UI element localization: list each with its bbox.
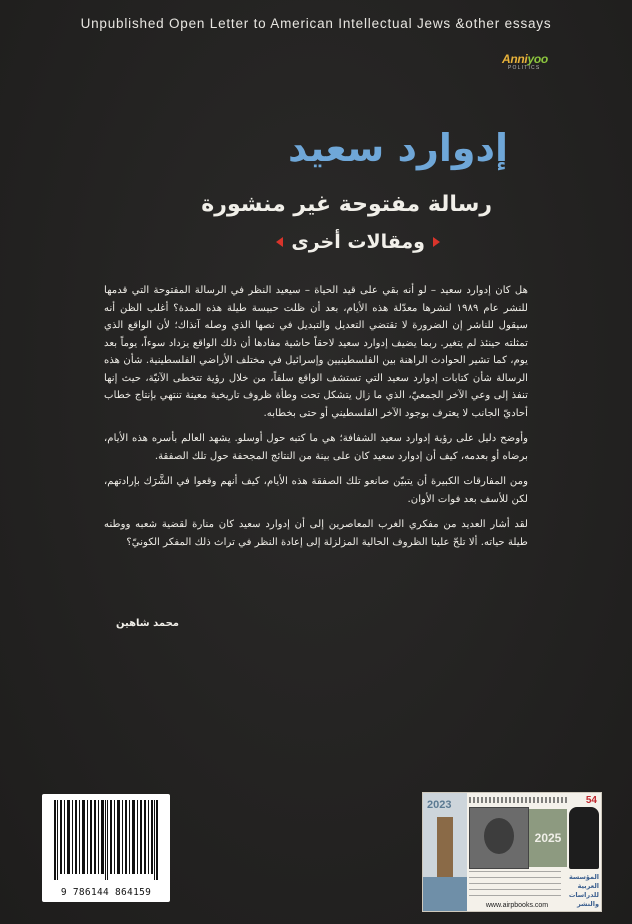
book-subtitle: رسالة مفتوحة غير منشورة — [201, 192, 492, 217]
publisher-logo-subtext: POLITICS — [508, 65, 541, 71]
blurb-paragraph: ومن المفارقات الكبيرة أن يتبيّن صانعو تلك الصفقة هذه الأيام، كيف أنهم وقعوا في الشَّرَك بإرادتهم، لكن للأسف بعد فوات الأوان. — [104, 476, 528, 505]
sticker-publisher-name: المؤسسة العربية للدراسات والنشر — [568, 873, 599, 908]
sticker-water-image — [423, 877, 467, 911]
sticker-fine-print — [469, 871, 561, 901]
blurb-paragraph: لقد أشار العديد من مفكري الغرب المعاصرين إلى أن إدوارد سعيد كان منارة لقضية شعبه ووطنه طيلة حياته. ألا تلحّ علينا الظروف الحالية المزلزلة إلى إعادة النظر في تراث ذلك المفكر الكونيّ؟ — [104, 519, 528, 548]
minaret-image — [437, 817, 453, 877]
sticker-center-year: 2025 — [529, 809, 567, 867]
red-triangle-icon — [433, 237, 440, 247]
book-title: إدوارد سعيد — [287, 126, 508, 170]
sticker-url: www.airpbooks.com — [485, 902, 549, 909]
isbn-number: 9 786144 864159 — [60, 887, 152, 898]
sticker-header-strip — [469, 797, 569, 803]
subtitle-line-2-text: ومقالات أخرى — [291, 231, 425, 253]
barcode-bars — [54, 800, 158, 880]
portrait-face — [484, 818, 514, 854]
english-title: Unpublished Open Letter to American Intellectual Jews &other essays — [80, 16, 552, 31]
publisher-logo-part-a: Anni — [502, 52, 528, 66]
author-portrait — [469, 807, 529, 869]
sticker-left-panel — [423, 793, 467, 911]
publisher-logo-part-b: yoo — [527, 52, 548, 66]
isbn-barcode — [42, 794, 170, 902]
sticker-year-left: 2023 — [427, 799, 452, 811]
blurb-paragraph: هل كان إدوارد سعيد – لو أنه بقي على قيد الحياة – سيعيد النظر في الرسالة المفتوحة التي قدمها للنشر عام ١٩٨٩ لنشرها معدّلة هذه الأيام، بعد أن ظلت حبيسة طيلة هذه المدة؟ أغلب الظن أنه سيقول للناشر إن الضرورة لا تقتضي التعديل والتبديل في نصها الذي وصله آنذاك؛ لأن الواقع الذي تمثلته حينئذ لم يتغير. ربما يضيف إدوارد سعيد لاحقاً حاشية مفادها أن ذلك الواقع يزداد سوءاً، يوماً بعد يوم، كما تشير الحوادث الراهنة بين الفلسطينيين وإسرائيل في مختلف الأراضي الفلسطينية. شأن هذه الرسالة شأن كتابات إدوارد سعيد التي تستشف الواقع سلفاً، من خلال رؤية تتخطى الآنيّة، حيث إنها تنفذ إلى وعي الآخر الجمعيّ، الذي ما زال يتشكل تحت وطأة ظروف تاريخية معينة تنتهي بإنتاج خطاب أحاديّ الجانب لا يعترف بوجود الآخر الفلسطيني أو حتى بخطابه. — [104, 285, 529, 419]
horse-logo-image — [569, 807, 599, 869]
publisher-logo-text — [502, 52, 548, 66]
publisher-sticker — [422, 792, 602, 912]
publisher-logo — [502, 52, 560, 72]
sticker-badge: 54 — [585, 795, 597, 806]
sticker-right-panel — [467, 793, 601, 911]
book-subtitle-line-2 — [276, 228, 440, 256]
red-triangle-icon — [276, 237, 283, 247]
blurb-text — [104, 282, 528, 559]
blurb-paragraph: وأوضح دليل على رؤية إدوارد سعيد الشفافة؛ هي ما كتبه حول أوسلو. يشهد العالم بأسره هذه الأيام، برضاه أو بعدمه، كيف أن إدوارد سعيد كان على بينة من النتائج المجحفة حول تلك الصفقة. — [104, 433, 528, 462]
blurb-author: محمد شاهين — [116, 618, 179, 629]
